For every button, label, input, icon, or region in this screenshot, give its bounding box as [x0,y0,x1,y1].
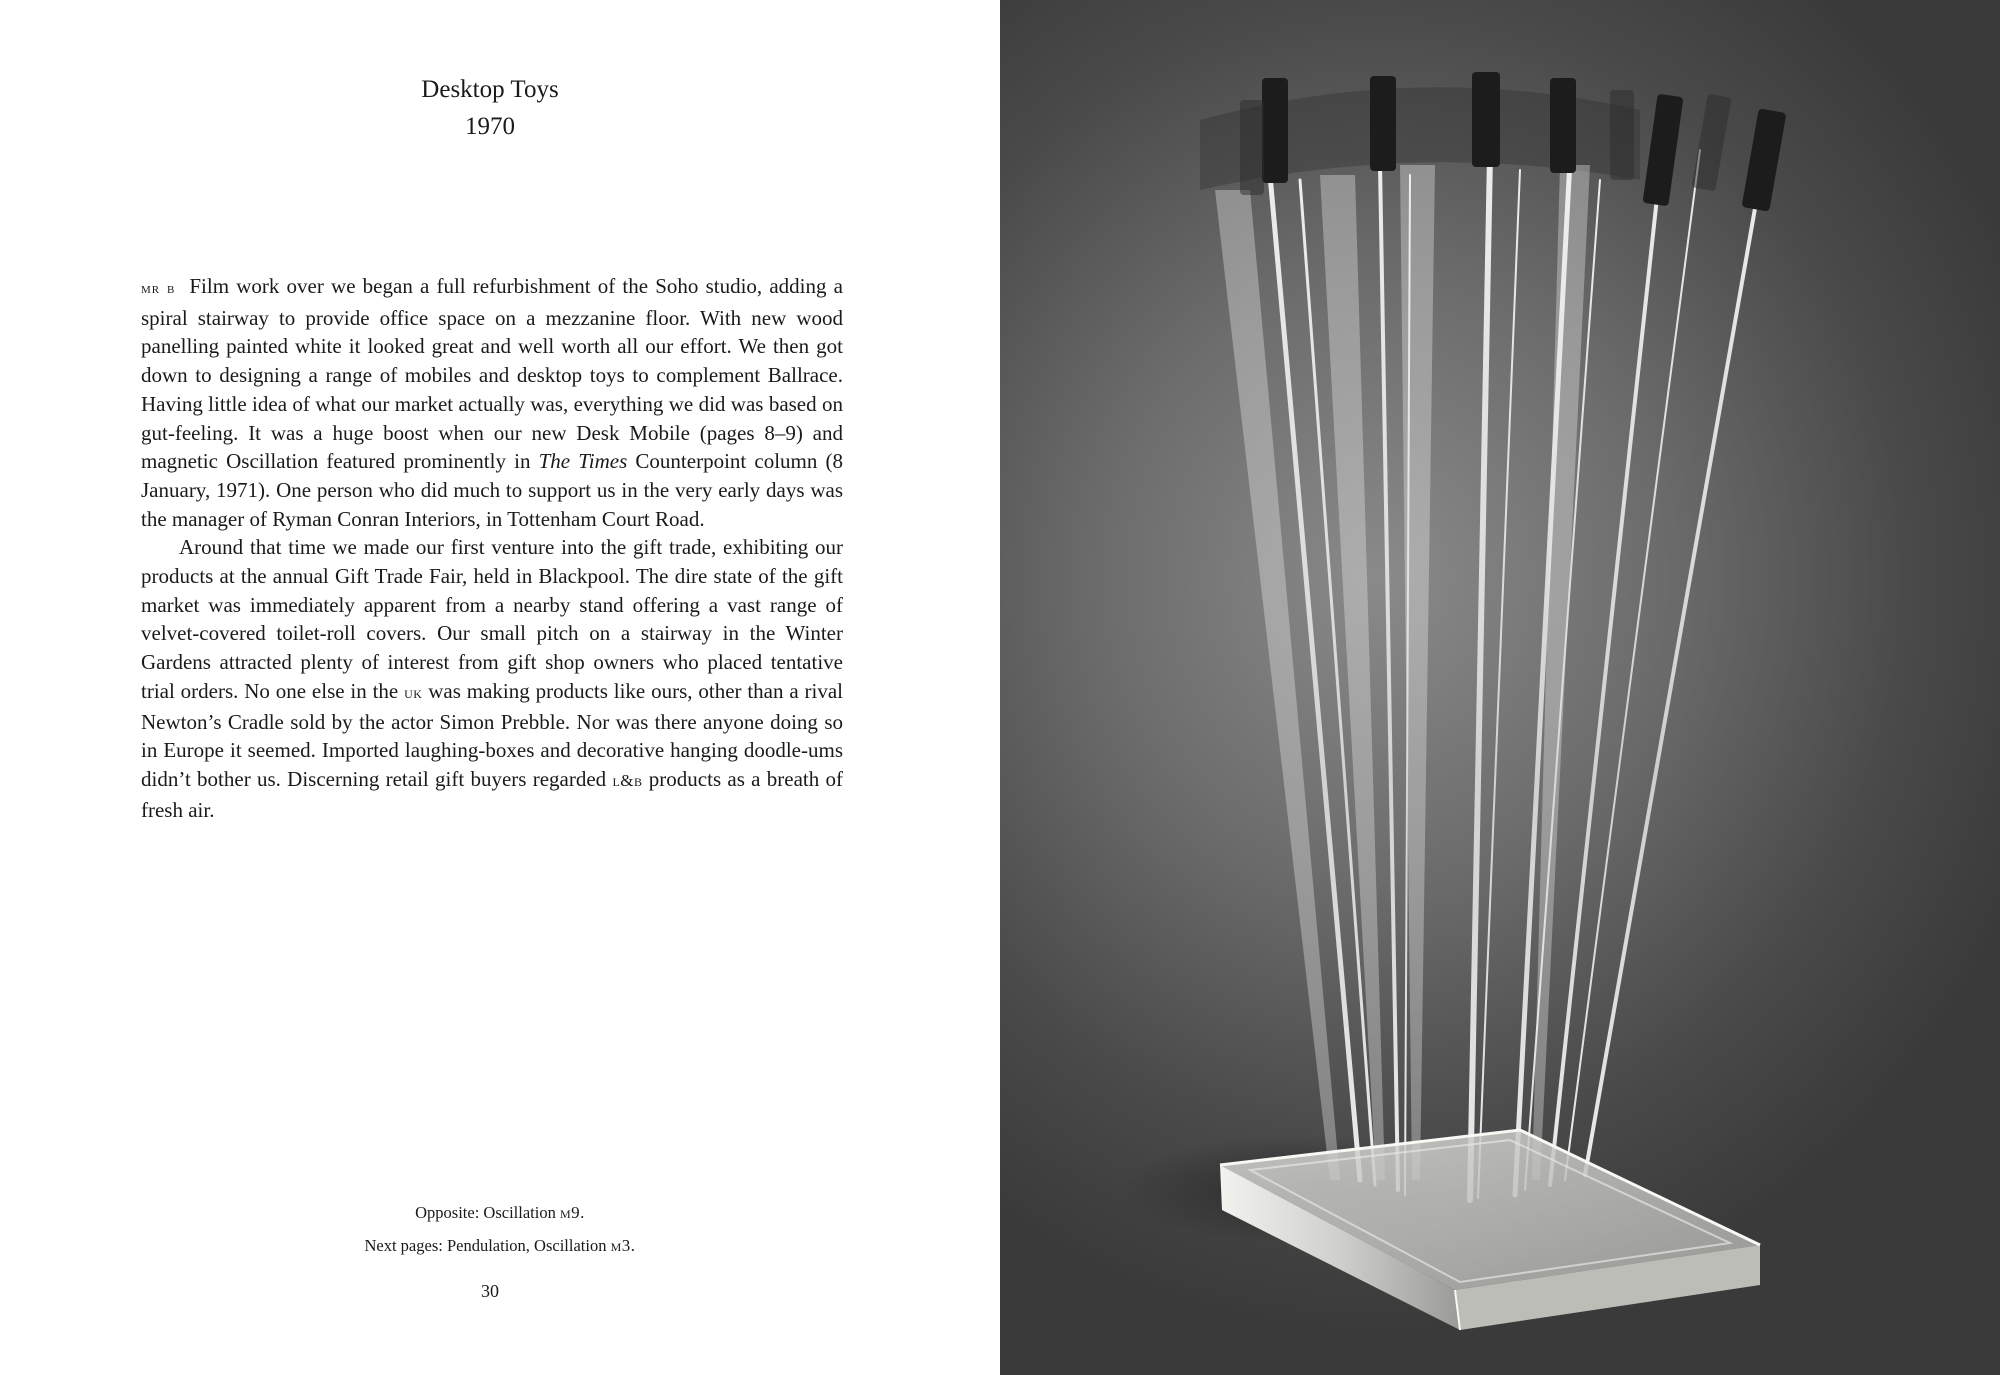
caption-next-code: m3. [610,1236,636,1255]
p2-lb: l&b [612,770,643,790]
p1-text: Film work over we began a full refurbishment of the Soho studio, adding a spiral stairway to provide office space on a mezzanine floor. With new wood panelling painted white it looked great and well worth all our effort. We then got down to designing a range of mobiles and desktop toys to complement Ballrace. Having little idea of what our market actually was, everything we did was based on gut-feeling. It was a huge boost when our new Desk Mobile (pages 8–9) and magnetic Oscillation featured prominently in [141,274,843,474]
acrylic-base [1220,1130,1760,1330]
p1-italic: The Times [538,449,628,474]
oscillation-photo [1000,0,2000,1375]
paragraph-2 [141,533,843,824]
p1-end: Counterpoint column (8 January, 1971). One person who did much to support us in the very early days was the manager of Ryman Conran Interiors, in Tottenham Court Road. [141,449,843,531]
caption-opposite-prefix: Opposite: Oscillation [415,1203,560,1222]
captions [0,1196,1000,1262]
paragraph-1 [141,272,843,533]
chapter-heading [0,72,980,146]
p2-a: Around that time we made our first venture into the gift trade, exhibiting our products at the annual Gift Trade Fair, held in Blackpool. The dire state of the gift market was immediately apparent from a nearby stand offering a vast range of velvet-covered toilet-roll covers. Our small pitch on a stairway in the Winter Gardens attracted plenty of interest from gift shop owners who placed tentative trial orders. No one else in the [141,535,843,703]
ghost-blades [1215,165,1590,1180]
caption-next-prefix: Next pages: Pendulation, Oscillation [364,1236,611,1255]
caption-opposite-code: m9. [559,1203,585,1222]
p2-b: was making products like ours, other than a rival Newton’s Cradle sold by the actor Simon Prebble. Nor was there anyone doing so in Europe it seemed. Imported laughing-boxes and decorative hanging doodle-ums didn’t bother us. Discerning retail gift buyers regarded [141,678,843,791]
p2-c: products as a breath of fresh air. [141,766,843,822]
caption-next [0,1229,1000,1262]
chapter-year: 1970 [465,113,515,140]
body-text [141,272,843,824]
chapter-title: Desktop Toys [421,76,559,103]
page-number: 30 [481,1281,499,1301]
p2-uk: uk [404,682,423,702]
speaker-label: mr b [141,280,176,297]
photo-page [1000,0,2000,1375]
caption-opposite [0,1196,1000,1229]
